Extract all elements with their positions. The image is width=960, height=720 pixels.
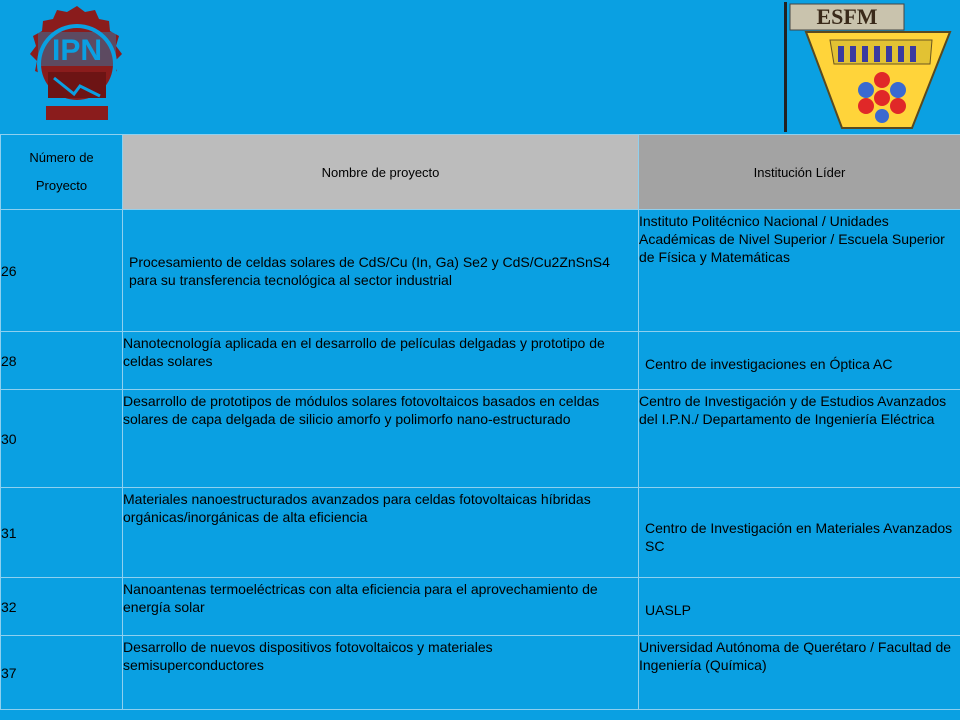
column-header-name: Nombre de proyecto <box>123 135 639 210</box>
project-number: 30 <box>1 390 123 488</box>
esfm-logo-text: ESFM <box>816 4 878 29</box>
project-number: 28 <box>1 332 123 390</box>
column-header-institution: Institución Líder <box>639 135 960 210</box>
project-institution-text: Centro de investigaciones en Óptica AC <box>645 355 893 372</box>
project-name <box>123 210 639 332</box>
project-number: 26 <box>1 210 123 332</box>
project-name <box>123 488 639 578</box>
project-name-text: Desarrollo de prototipos de módulos solares fotovoltaicos basados en celdas solares de capa delgada de silicio amorfo y polimorfo nano-estructurado <box>123 393 600 427</box>
project-name-text: Nanotecnología aplicada en el desarrollo de películas delgadas y prototipo de celdas solares <box>123 335 605 369</box>
project-name-text: Materiales nanoestructurados avanzados para celdas fotovoltaicas híbridas orgánicas/inorgánicas de alta eficiencia <box>123 491 591 525</box>
column-header-number-line1: Número de <box>29 150 94 165</box>
table-header-row <box>1 135 960 210</box>
project-institution-text: Universidad Autónoma de Querétaro / Facultad de Ingeniería (Química) <box>639 639 952 673</box>
project-institution <box>639 390 960 488</box>
table-row <box>1 390 960 488</box>
project-number: 37 <box>1 636 123 710</box>
project-institution-text: Centro de Investigación en Materiales Avanzados SC <box>645 519 953 554</box>
table-row <box>1 488 960 578</box>
esfm-logo <box>782 2 958 132</box>
column-header-number-line2: Proyecto <box>35 178 88 193</box>
project-name-text: Desarrollo de nuevos dispositivos fotovoltaicos y materiales semisuperconductores <box>123 639 493 673</box>
project-number: 32 <box>1 578 123 636</box>
project-institution-text: UASLP <box>645 601 691 618</box>
table-row <box>1 578 960 636</box>
project-name <box>123 636 639 710</box>
project-institution <box>639 636 960 710</box>
project-institution <box>639 578 960 636</box>
project-number: 31 <box>1 488 123 578</box>
project-name-text: Procesamiento de celdas solares de CdS/Cu (In, Ga) Se2 y CdS/Cu2ZnSnS4 para su transferencia tecnológica al sector industrial <box>129 253 610 288</box>
project-institution-text: Instituto Politécnico Nacional / Unidades Académicas de Nivel Superior / Escuela Superior de Física y Matemáticas <box>639 213 945 265</box>
project-institution <box>639 488 960 578</box>
projects-table <box>0 134 960 710</box>
project-name <box>123 390 639 488</box>
project-institution-text: Centro de Investigación y de Estudios Avanzados del I.P.N./ Departamento de Ingeniería Eléctrica <box>639 393 947 427</box>
ipn-logo <box>16 2 138 130</box>
column-header-number <box>1 135 123 210</box>
table-row <box>1 636 960 710</box>
project-name-text: Nanoantenas termoeléctricas con alta eficiencia para el aprovechamiento de energía solar <box>123 581 598 615</box>
ipn-logo-text: IPN <box>51 34 103 67</box>
project-institution <box>639 332 960 390</box>
table-row <box>1 210 960 332</box>
project-name <box>123 578 639 636</box>
project-name <box>123 332 639 390</box>
table-row <box>1 332 960 390</box>
project-institution <box>639 210 960 332</box>
